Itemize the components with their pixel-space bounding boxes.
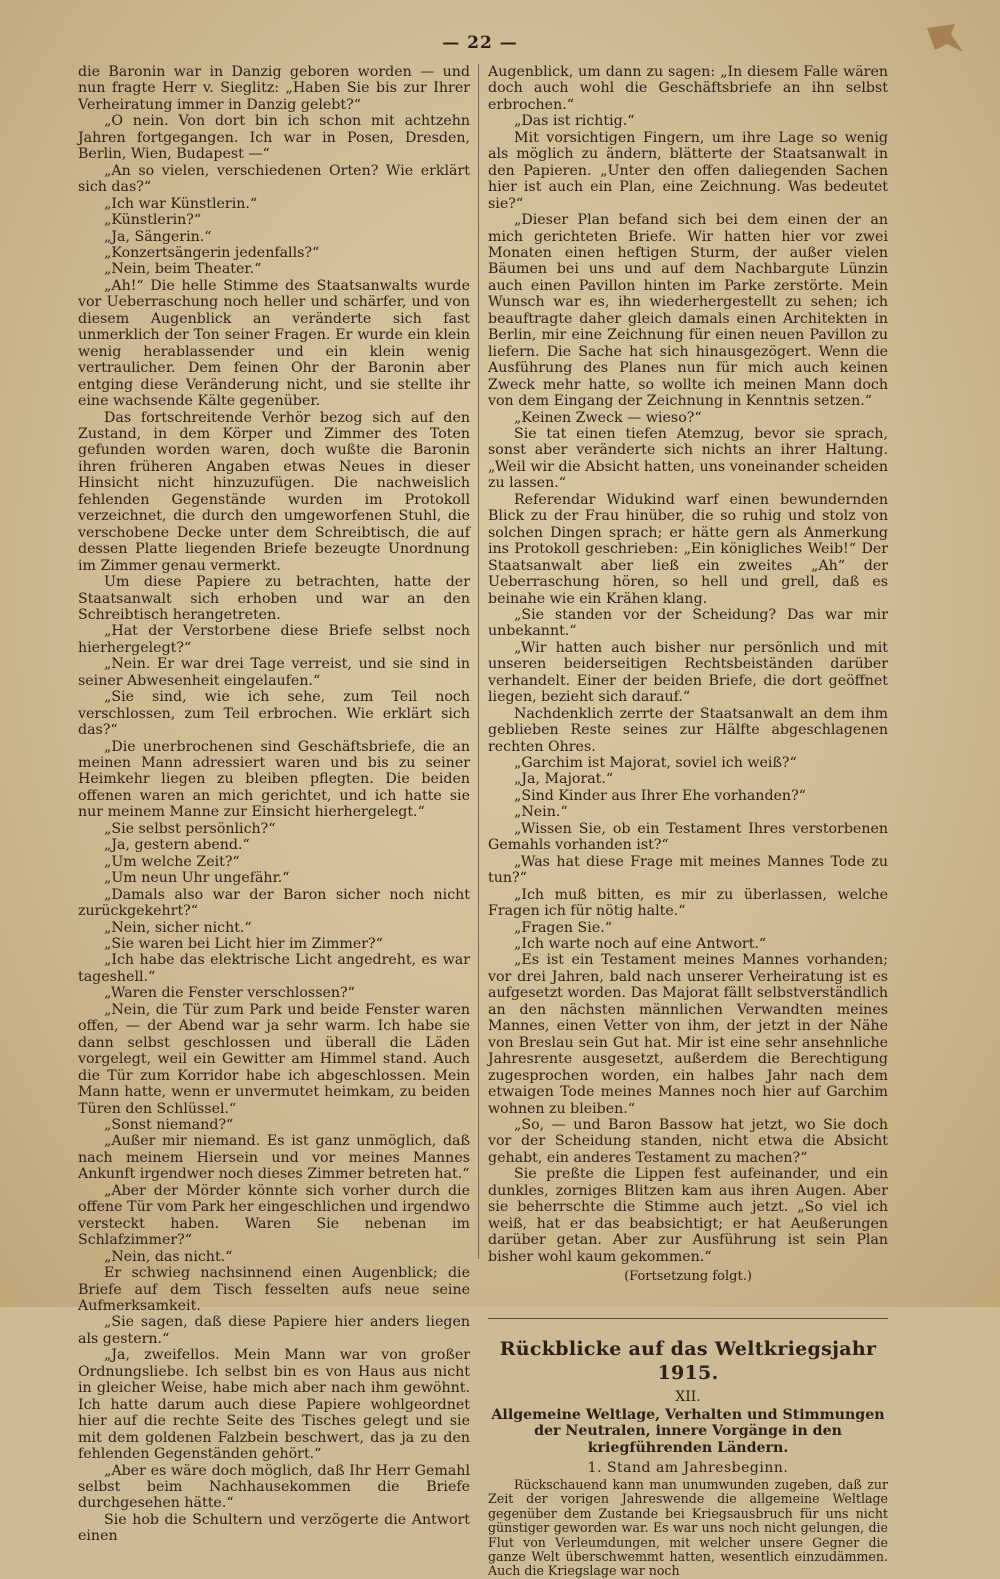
story-paragraph: „Ja, zweifellos. Mein Mann war von großer Ordnungsliebe. Ich selbst bin es von Haus aus nicht in gleicher Weise, habe mich aber nach ihm gewöhnt. Ich hatte darum auch diese Papiere wohlgeordnet hier auf die rechte Seite des Tisches gelegt und sie mit dem goldenen Falzbein beschwert, das ja zu den fehlenden Gegenständen gehört.“ [78, 1347, 470, 1463]
story-paragraph: „Ja, Sängerin.“ [104, 228, 212, 245]
story-column-left [78, 64, 470, 1545]
article-subtitle: Allgemeine Weltlage, Verhalten und Stimmungen der Neutralen, innere Vorgänge in den kriegführenden Ländern. [491, 1406, 885, 1456]
story-paragraph: „Aber der Mörder könnte sich vorher durch die offene Tür vom Park her eingeschlichen und irgendwo versteckt haben. Waren Sie nebenan im Schlafzimmer?“ [78, 1182, 470, 1249]
story-paragraph: „Die unerbrochenen sind Geschäftsbriefe, die an meinen Mann adressiert waren und bis zu seiner Heimkehr liegen zu bleiben pflegten. Die beiden offenen waren an mich gerichtet, und ich hatte sie nur meinem Manne zur Einsicht hierhergelegt.“ [78, 738, 470, 821]
story-paragraph: „Sind Kinder aus Ihrer Ehe vorhanden?“ [514, 787, 806, 804]
article-header [488, 1318, 888, 1477]
story-paragraph: „So, — und Baron Bassow hat jetzt, wo Sie doch vor der Scheidung standen, nicht etwa die Absicht gehabt, ein anderes Testament zu machen?“ [488, 1117, 888, 1166]
story-paragraph: „Ich war Künstlerin.“ [104, 195, 258, 212]
story-paragraph: Augenblick, um dann zu sagen: „In diesem Falle wären doch auch wohl die Geschäftsbriefe an ihn selbst erbrochen.“ [488, 64, 888, 113]
continued-note: (Fortsetzung folgt.) [624, 1269, 752, 1285]
story-paragraph: „Sie selbst persönlich?“ [104, 820, 276, 837]
story-paragraph: „Künstlerin?“ [104, 212, 202, 229]
story-paragraph: „Aber es wäre doch möglich, daß Ihr Herr Gemahl selbst beim Nachhausekommen die Briefe durchgesehen hätte.“ [78, 1462, 470, 1512]
story-paragraph: Mit vorsichtigen Fingern, um ihre Lage so wenig als möglich zu ändern, blätterte der Staatsanwalt in den Papieren. „Unter den offen daliegenden Sachen hier ist auch ein Plan, eine Zeichnung. Was bedeutet sie?“ [488, 129, 888, 212]
story-paragraph: „Nein.“ [514, 804, 568, 821]
story-paragraph: Er schwieg nachsinnend einen Augenblick; die Briefe auf dem Tisch fesselten aufs neue seine Aufmerksamkeit. [78, 1265, 470, 1314]
story-paragraph: „Wir hatten auch bisher nur persönlich und mit unseren beiderseitigen Rechtsbeiständen darüber verhandelt. Einer der beiden Briefe, die dort geöffnet liegen, bezieht sich darauf.“ [488, 639, 888, 706]
story-paragraph: Sie preßte die Lippen fest aufeinander, und ein dunkles, zorniges Blitzen kam aus ihren Augen. Aber sie beherrschte die Stimme auch jetzt. „So viel ich weiß, hat er das beabsichtigt; er hat Aeußerungen darüber getan. Aber zur Ausführung ist sein Plan bisher wohl kaum gekommen.“ [488, 1166, 888, 1265]
story-paragraph: „Nein. Er war drei Tage verreist, und sie sind in seiner Abwesenheit eingelaufen.“ [78, 656, 470, 689]
story-paragraph: „Konzertsängerin jedenfalls?“ [104, 244, 320, 261]
story-paragraph: „Ah!“ Die helle Stimme des Staatsanwalts wurde vor Ueberraschung noch heller und schärfer, und von diesem Augenblick an veränderte sich fast unmerklich der Ton seiner Fragen. Er wurde ein klein wenig herablassender und ein klein wenig vertraulicher. Dem feinen Ohr der Baronin aber entging diese Veränderung nicht, und sie stellte ihr eine wachsende Kälte gegenüber. [78, 277, 470, 410]
story-paragraph: „Nein, beim Theater.“ [104, 261, 262, 278]
story-continuation [488, 64, 888, 1265]
story-paragraph: Das fortschreitende Verhör bezog sich auf den Zustand, in dem Körper und Zimmer des Toten gefunden worden waren, doch wußte die Baronin ihren früheren Angaben etwas Neues in dieser Hinsicht nicht hinzuzufügen. Die nachweislich fehlenden Gegenstände wurden im Protokoll verzeichnet, die durch den umgeworfenen Stuhl, die verschobene Decke unter dem Schreibtisch, die auf dessen Platte liegenden Briefe bezeugte Unordnung im Zimmer genau vermerkt. [78, 409, 470, 574]
story-paragraph: „Sie sagen, daß diese Papiere hier anders liegen als gestern.“ [78, 1314, 470, 1347]
story-paragraph: „Das ist richtig.“ [514, 113, 635, 130]
article-chapter: XII. [675, 1388, 701, 1405]
story-column-right [488, 64, 888, 1579]
story-paragraph: „Nein, die Tür zum Park und beide Fenster waren offen, — der Abend war ja sehr warm. Ich habe sie dann selbst geschlossen und überall die Läden vorgelegt, weil ein Gewitter am Himmel stand. Auch die Tür zum Korridor habe ich abgeschlossen. Mein Mann hatte, wenn er unvermutet heimkam, zu beiden Türen den Schlüssel.“ [78, 1001, 470, 1117]
story-paragraph: die Baronin war in Danzig geboren worden — und nun fragte Herr v. Sieglitz: „Haben Sie bis zur Ihrer Verheiratung immer in Danzig gelebt?“ [78, 64, 470, 113]
story-paragraph: „Nein, sicher nicht.“ [104, 919, 252, 936]
story-paragraph: Sie tat einen tiefen Atemzug, bevor sie sprach, sonst aber veränderte sich nichts an ihrer Haltung. „Weil wir die Absicht hatten, uns voneinander scheiden zu lassen.“ [488, 425, 888, 492]
story-paragraph: „Ich habe das elektrische Licht angedreht, es war tageshell.“ [78, 952, 470, 985]
article-title: Rückblicke auf das Weltkriegsjahr 1915. [499, 1337, 877, 1384]
story-paragraph: „Fragen Sie.“ [514, 919, 612, 936]
story-paragraph: Sie hob die Schultern und verzögerte die Antwort einen [78, 1511, 470, 1545]
story-paragraph: „Ich muß bitten, es mir zu überlassen, welche Fragen ich für nötig halte.“ [488, 886, 888, 920]
torn-corner-icon [925, 22, 965, 62]
story-paragraph: „An so vielen, verschiedenen Orten? Wie erklärt sich das?“ [78, 162, 470, 196]
story-paragraph: „Hat der Verstorbene diese Briefe selbst noch hierhergelegt?“ [78, 623, 470, 656]
story-paragraph: „Sie waren bei Licht hier im Zimmer?“ [104, 936, 383, 953]
story-paragraph: Um diese Papiere zu betrachten, hatte der Staatsanwalt sich erhoben und war an den Schreibtisch herangetreten. [78, 574, 470, 623]
story-paragraph: „Ich warte noch auf eine Antwort.“ [514, 936, 767, 953]
story-paragraph: „Außer mir niemand. Es ist ganz unmöglich, daß nach meinem Hiersein und vor meines Mannes Ankunft irgendwer noch dieses Zimmer betreten hat.“ [78, 1133, 470, 1183]
story-paragraph: „Ja, gestern abend.“ [104, 837, 250, 854]
story-paragraph: „Es ist ein Testament meines Mannes vorhanden; vor drei Jahren, bald nach unserer Verheiratung ist es aufgesetzt worden. Das Majorat fällt selbstverständlich an den nächsten männlichen Verwandten meines Mannes, einen Vetter von ihm, der jetzt in der Nähe von Breslau sein Gut hat. Mir ist eine sehr ansehnliche Jahresrente ausgesetzt, außerdem die Berechtigung zugesprochen worden, ein halbes Jahr nach dem etwaigen Tode meines Mannes noch hier auf Garchim wohnen zu bleiben.“ [488, 952, 888, 1117]
story-paragraph: „Sie sind, wie ich sehe, zum Teil noch verschlossen, zum Teil erbrochen. Wie erklärt sich das?“ [78, 689, 470, 739]
page-number: — 22 — [442, 33, 518, 53]
story-paragraph: „Nein, das nicht.“ [104, 1248, 233, 1265]
story-paragraph: „Keinen Zweck — wieso?“ [514, 409, 702, 426]
story-paragraph: „Dieser Plan befand sich bei dem einen der an mich gerichteten Briefe. Wir hatten hier vor zwei Monaten einen heftigen Sturm, der außer vielen Bäumen bei uns und auf dem Nachbargute Lünzin auch einen Pavillon hinten im Parke zerstörte. Mein Wunsch war es, ihn wiederhergestellt zu sehen; ich beauftragte daher gleich damals einen Architekten in Berlin, mir eine Zeichnung für einen neuen Pavillon zu liefern. Die Sache hat sich hinausgezögert. Wenn die Ausführung des Planes nun für mich auch keinen Zweck mehr hatte, so wollte ich meinen Mann doch von dem Eingang der Zeichnung in Kenntnis setzen.“ [488, 212, 888, 410]
story-paragraph: „O nein. Von dort bin ich schon mit achtzehn Jahren fortgegangen. Ich war in Posen, Dresden, Berlin, Wien, Budapest —“ [78, 113, 470, 163]
story-paragraph: „Was hat diese Frage mit meines Mannes Tode zu tun?“ [488, 853, 888, 887]
article-body [488, 1478, 888, 1579]
story-paragraph: „Sonst niemand?“ [104, 1117, 234, 1133]
article-paragraph: Rückschauend kann man unumwunden zugeben, daß zur Zeit der vorigen Jahreswende die allgemeine Weltlage gegenüber dem Zustande bei Kriegsausbruch für uns nicht günstiger geworden war. Es war uns noch nicht gelungen, die Flut von Verleumdungen, mit welcher unsere Gegner die ganze Welt überschwemmt hatten, wesentlich einzudämmen. Auch die Kriegslage war noch [488, 1477, 888, 1579]
story-paragraph: „Garchim ist Majorat, soviel ich weiß?“ [514, 755, 797, 772]
story-paragraph: „Wissen Sie, ob ein Testament Ihres verstorbenen Gemahls vorhanden ist?“ [488, 820, 888, 854]
story-paragraph: Referendar Widukind warf einen bewundernden Blick zu der Frau hinüber, die so ruhig und stolz von solchen Dingen sprach; er hätte gern als Anmerkung ins Protokoll geschrieben: „Ein königliches Weib!“ Der Staatsanwalt aber ließ ein zweites „Ah“ der Ueberraschung hören, so hell und grell, daß es beinahe wie ein Krähen klang. [488, 491, 888, 607]
story-paragraph: „Damals also war der Baron sicher noch nicht zurückgekehrt?“ [78, 886, 470, 920]
story-paragraph: „Ja, Majorat.“ [514, 771, 614, 788]
column-divider [478, 64, 479, 1259]
story-paragraph: „Um neun Uhr ungefähr.“ [104, 870, 290, 887]
article-section-heading: 1. Stand am Jahresbeginn. [587, 1460, 789, 1477]
story-paragraph: Nachdenklich zerrte der Staatsanwalt an dem ihm geblieben Reste seines zur Hälfte abgeschlagenen rechten Ohres. [488, 705, 888, 755]
story-paragraph: „Sie standen vor der Scheidung? Das war mir unbekannt.“ [488, 606, 888, 640]
story-paragraph: „Um welche Zeit?“ [104, 853, 240, 870]
story-paragraph: „Waren die Fenster verschlossen?“ [104, 985, 355, 1002]
